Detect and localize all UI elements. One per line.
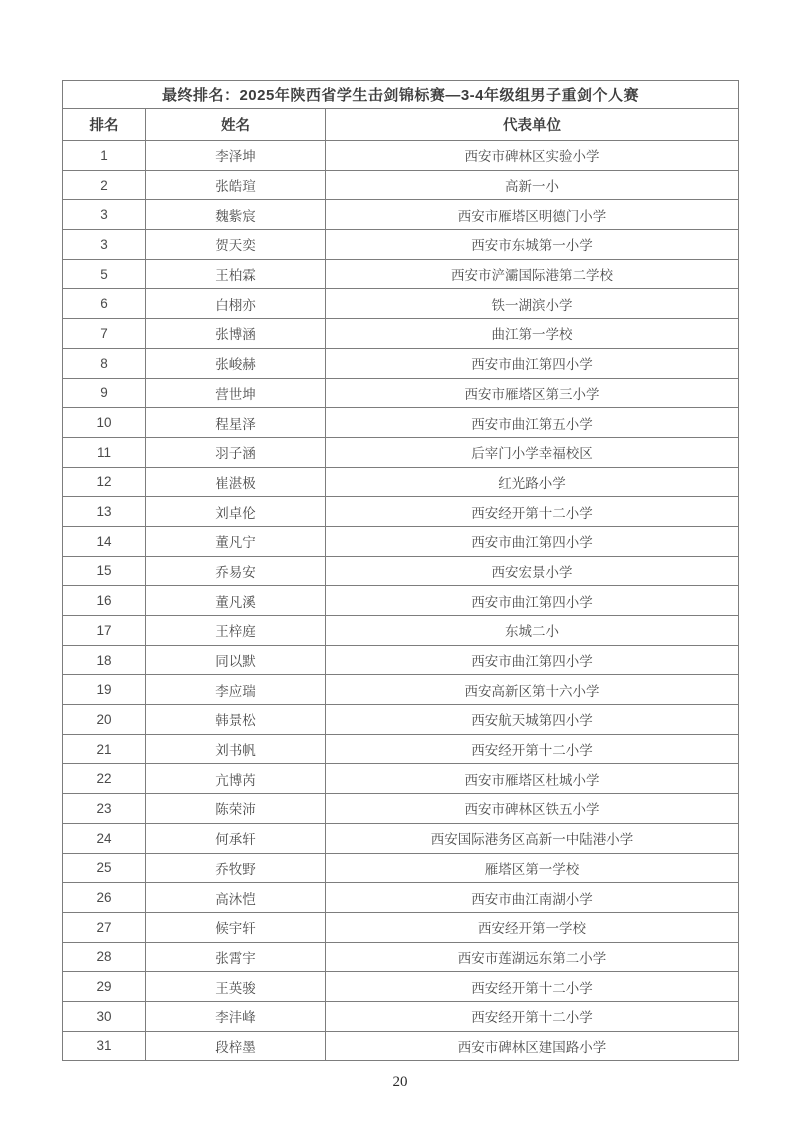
- school-cell: 后宰门小学幸福校区: [326, 437, 739, 467]
- rank-cell: 22: [63, 764, 146, 794]
- school-cell: 西安市雁塔区明德门小学: [326, 200, 739, 230]
- name-cell: 羽子涵: [146, 437, 326, 467]
- name-cell: 同以默: [146, 645, 326, 675]
- table-row: [63, 1031, 739, 1061]
- table-title: 最终排名：2025年陕西省学生击剑锦标赛—3-4年级组男子重剑个人赛: [63, 81, 739, 109]
- name-cell: 段梓墨: [146, 1031, 326, 1061]
- rank-cell: 5: [63, 259, 146, 289]
- table-row: [63, 734, 739, 764]
- rank-cell: 3: [63, 230, 146, 260]
- rank-cell: 17: [63, 616, 146, 646]
- column-header-name: 姓名: [146, 109, 326, 141]
- name-cell: 何承轩: [146, 823, 326, 853]
- table-row: [63, 823, 739, 853]
- table-row: [63, 794, 739, 824]
- name-cell: 张霄宇: [146, 942, 326, 972]
- column-header-school: 代表单位: [326, 109, 739, 141]
- school-cell: 西安经开第十二小学: [326, 972, 739, 1002]
- table-row: [63, 141, 739, 171]
- table-row: [63, 289, 739, 319]
- school-cell: 西安经开第一学校: [326, 912, 739, 942]
- name-cell: 张博涵: [146, 319, 326, 349]
- school-cell: 西安市曲江第四小学: [326, 526, 739, 556]
- table-row: [63, 853, 739, 883]
- name-cell: 李沣峰: [146, 1001, 326, 1031]
- name-cell: 王柏霖: [146, 259, 326, 289]
- table-row: [63, 378, 739, 408]
- column-header-rank: 排名: [63, 109, 146, 141]
- name-cell: 刘卓伦: [146, 497, 326, 527]
- school-cell: 西安市东城第一小学: [326, 230, 739, 260]
- name-cell: 崔湛极: [146, 467, 326, 497]
- page-number: 20: [392, 1074, 408, 1090]
- rank-cell: 30: [63, 1001, 146, 1031]
- rank-cell: 14: [63, 526, 146, 556]
- rank-cell: 12: [63, 467, 146, 497]
- school-cell: 西安市碑林区建国路小学: [326, 1031, 739, 1061]
- rank-cell: 19: [63, 675, 146, 705]
- name-cell: 高沐恺: [146, 883, 326, 913]
- rank-cell: 28: [63, 942, 146, 972]
- table-row: [63, 972, 739, 1002]
- table-row: [63, 408, 739, 438]
- name-cell: 营世坤: [146, 378, 326, 408]
- rank-cell: 18: [63, 645, 146, 675]
- school-cell: 铁一湖滨小学: [326, 289, 739, 319]
- school-cell: 西安经开第十二小学: [326, 497, 739, 527]
- table-row: [63, 497, 739, 527]
- name-cell: 董凡溪: [146, 586, 326, 616]
- rank-cell: 16: [63, 586, 146, 616]
- table-row: [63, 883, 739, 913]
- name-cell: 贺天奕: [146, 230, 326, 260]
- table-row: [63, 586, 739, 616]
- school-cell: 西安市碑林区实验小学: [326, 141, 739, 171]
- name-cell: 李应瑞: [146, 675, 326, 705]
- table-row: [63, 705, 739, 735]
- name-cell: 张皓瑄: [146, 170, 326, 200]
- rank-cell: 6: [63, 289, 146, 319]
- school-cell: 曲江第一学校: [326, 319, 739, 349]
- table-row: [63, 348, 739, 378]
- rank-cell: 8: [63, 348, 146, 378]
- rank-cell: 27: [63, 912, 146, 942]
- rank-cell: 26: [63, 883, 146, 913]
- name-cell: 魏紫宸: [146, 200, 326, 230]
- school-cell: 西安市雁塔区第三小学: [326, 378, 739, 408]
- school-cell: 西安经开第十二小学: [326, 734, 739, 764]
- table-header-row: [63, 109, 739, 141]
- name-cell: 王梓庭: [146, 616, 326, 646]
- rank-cell: 29: [63, 972, 146, 1002]
- rank-cell: 31: [63, 1031, 146, 1061]
- rank-cell: 3: [63, 200, 146, 230]
- name-cell: 程星泽: [146, 408, 326, 438]
- table-row: [63, 912, 739, 942]
- rank-cell: 2: [63, 170, 146, 200]
- rank-cell: 15: [63, 556, 146, 586]
- ranking-table: [62, 80, 739, 1061]
- rank-cell: 11: [63, 437, 146, 467]
- table-body: [63, 141, 739, 1061]
- school-cell: 西安经开第十二小学: [326, 1001, 739, 1031]
- name-cell: 董凡宁: [146, 526, 326, 556]
- school-cell: 西安市曲江第四小学: [326, 645, 739, 675]
- school-cell: 西安市浐灞国际港第二学校: [326, 259, 739, 289]
- name-cell: 刘书帆: [146, 734, 326, 764]
- school-cell: 西安市曲江第四小学: [326, 348, 739, 378]
- school-cell: 西安航天城第四小学: [326, 705, 739, 735]
- school-cell: 西安市雁塔区杜城小学: [326, 764, 739, 794]
- table-row: [63, 645, 739, 675]
- rank-cell: 13: [63, 497, 146, 527]
- table-row: [63, 200, 739, 230]
- name-cell: 张峻赫: [146, 348, 326, 378]
- name-cell: 李泽坤: [146, 141, 326, 171]
- name-cell: 韩景松: [146, 705, 326, 735]
- name-cell: 乔易安: [146, 556, 326, 586]
- name-cell: 白栩亦: [146, 289, 326, 319]
- rank-cell: 10: [63, 408, 146, 438]
- table-row: [63, 526, 739, 556]
- school-cell: 雁塔区第一学校: [326, 853, 739, 883]
- table-row: [63, 437, 739, 467]
- name-cell: 陈荣沛: [146, 794, 326, 824]
- table-row: [63, 230, 739, 260]
- school-cell: 西安国际港务区高新一中陆港小学: [326, 823, 739, 853]
- table-title-row: [63, 81, 739, 109]
- school-cell: 西安市曲江第五小学: [326, 408, 739, 438]
- school-cell: 东城二小: [326, 616, 739, 646]
- table-row: [63, 259, 739, 289]
- school-cell: 西安市莲湖远东第二小学: [326, 942, 739, 972]
- school-cell: 西安高新区第十六小学: [326, 675, 739, 705]
- school-cell: 西安市碑林区铁五小学: [326, 794, 739, 824]
- school-cell: 高新一小: [326, 170, 739, 200]
- school-cell: 西安市曲江南湖小学: [326, 883, 739, 913]
- name-cell: 候宇轩: [146, 912, 326, 942]
- table-row: [63, 764, 739, 794]
- table-row: [63, 1001, 739, 1031]
- name-cell: 乔牧野: [146, 853, 326, 883]
- table-row: [63, 616, 739, 646]
- rank-cell: 21: [63, 734, 146, 764]
- table-row: [63, 319, 739, 349]
- school-cell: 西安宏景小学: [326, 556, 739, 586]
- rank-cell: 25: [63, 853, 146, 883]
- table-row: [63, 675, 739, 705]
- table-row: [63, 556, 739, 586]
- rank-cell: 23: [63, 794, 146, 824]
- table-row: [63, 170, 739, 200]
- school-cell: 红光路小学: [326, 467, 739, 497]
- rank-cell: 1: [63, 141, 146, 171]
- rank-cell: 7: [63, 319, 146, 349]
- name-cell: 王英骏: [146, 972, 326, 1002]
- name-cell: 亢博芮: [146, 764, 326, 794]
- table-row: [63, 942, 739, 972]
- rank-cell: 24: [63, 823, 146, 853]
- rank-cell: 20: [63, 705, 146, 735]
- school-cell: 西安市曲江第四小学: [326, 586, 739, 616]
- table-row: [63, 467, 739, 497]
- rank-cell: 9: [63, 378, 146, 408]
